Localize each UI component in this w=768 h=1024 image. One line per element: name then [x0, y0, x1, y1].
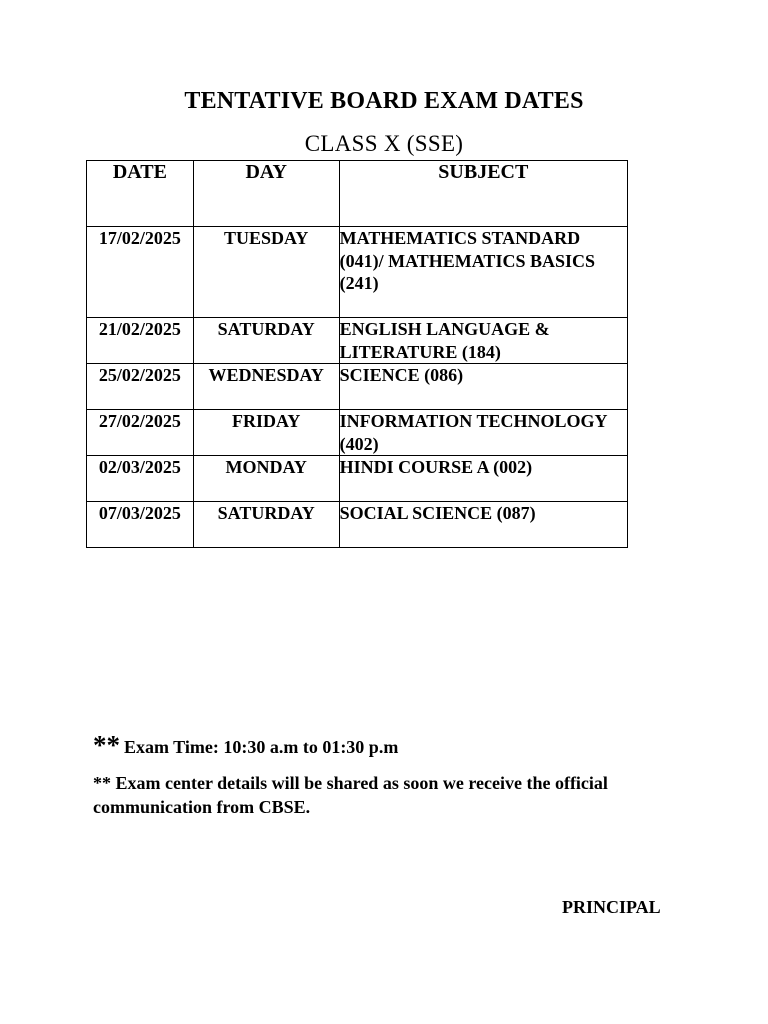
principal-signature: PRINCIPAL: [562, 897, 661, 917]
table-row: [87, 318, 628, 364]
row-date: 02/03/2025: [87, 456, 194, 502]
table-row: [87, 502, 628, 548]
row-day: FRIDAY: [193, 410, 339, 456]
row-subject: SOCIAL SCIENCE (087): [339, 502, 627, 548]
row-day: MONDAY: [193, 456, 339, 502]
row-date: 25/02/2025: [87, 364, 194, 410]
header-date: DATE: [87, 161, 194, 227]
table-row: [87, 364, 628, 410]
table-row: [87, 227, 628, 318]
row-subject: INFORMATION TECHNOLOGY (402): [339, 410, 627, 456]
row-subject: MATHEMATICS STANDARD (041)/ MATHEMATICS BASICS (241): [339, 227, 627, 318]
header-day: DAY: [193, 161, 339, 227]
row-day: SATURDAY: [193, 318, 339, 364]
row-date: 27/02/2025: [87, 410, 194, 456]
exam-schedule-table: [86, 160, 628, 548]
table-row: [87, 410, 628, 456]
row-day: SATURDAY: [193, 502, 339, 548]
table-header-row: [87, 161, 628, 227]
row-date: 07/03/2025: [87, 502, 194, 548]
header-subject: SUBJECT: [339, 161, 627, 227]
exam-time-note: [93, 730, 398, 761]
document-title: TENTATIVE BOARD EXAM DATES: [184, 88, 584, 114]
table-row: [87, 456, 628, 502]
document-subtitle: CLASS X (SSE): [304, 131, 464, 156]
row-subject: SCIENCE (086): [339, 364, 627, 410]
row-day: WEDNESDAY: [193, 364, 339, 410]
note-stars: **: [93, 730, 120, 760]
row-subject: HINDI COURSE A (002): [339, 456, 627, 502]
row-date: 17/02/2025: [87, 227, 194, 318]
row-date: 21/02/2025: [87, 318, 194, 364]
exam-center-note: ** Exam center details will be shared as soon we receive the official communication from CBSE.: [93, 773, 608, 817]
row-day: TUESDAY: [193, 227, 339, 318]
exam-time-text: Exam Time: 10:30 a.m to 01:30 p.m: [124, 737, 399, 757]
row-subject: ENGLISH LANGUAGE & LITERATURE (184): [339, 318, 627, 364]
